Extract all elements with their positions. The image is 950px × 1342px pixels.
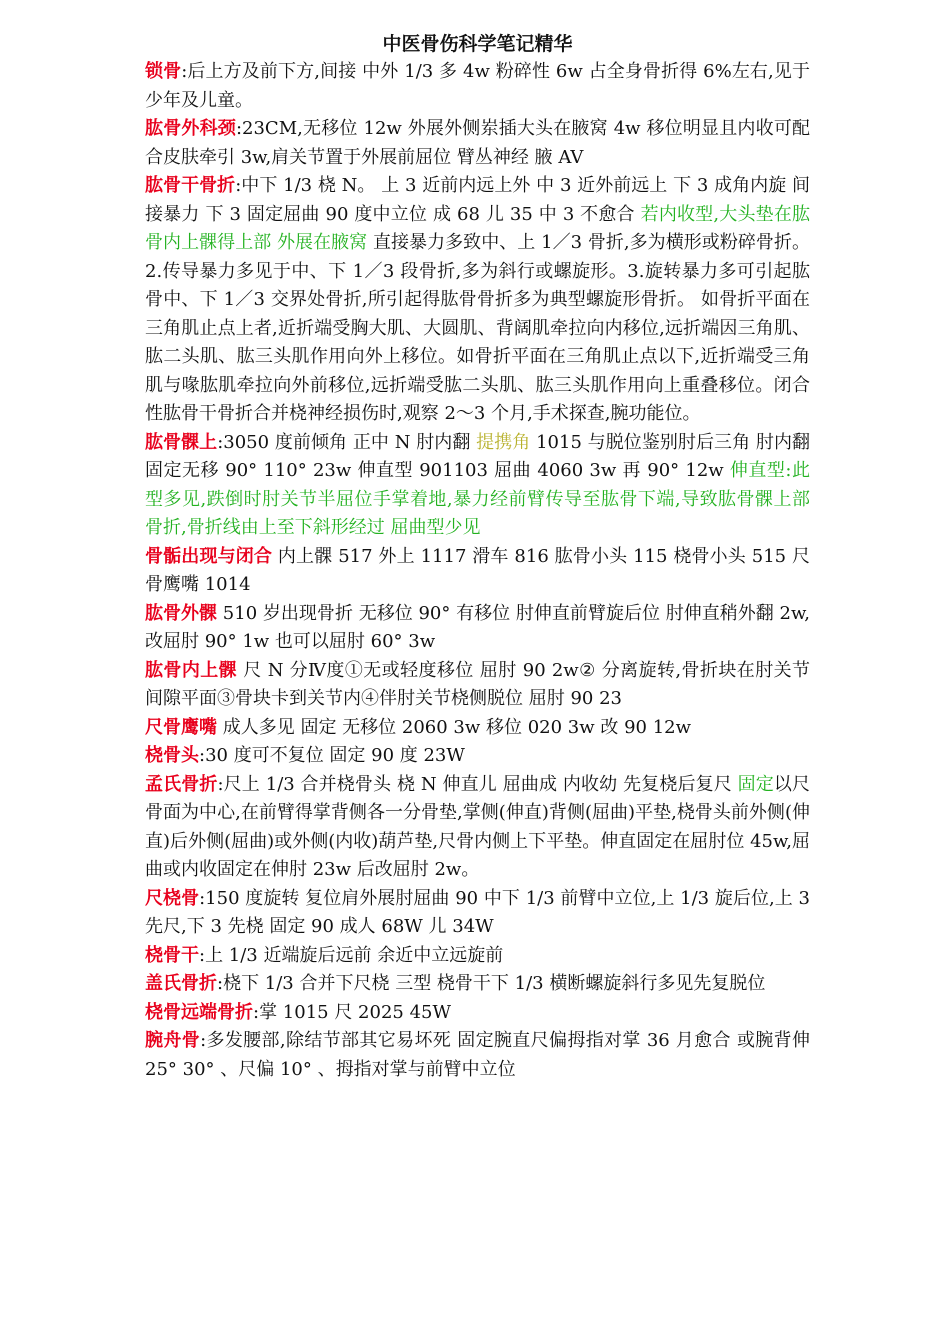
document-title: 中医骨伤科学笔记精华 [382, 33, 573, 55]
note-term: 桡骨头 [145, 745, 199, 766]
note-entry [145, 771, 810, 885]
note-term: 肱骨髁上 [145, 431, 218, 453]
note-entry [145, 543, 810, 600]
note-text: :桡下 1/3 合并下尺桡 三型 桡骨干下 1/3 横断螺旋斜行多见先复脱位 [217, 973, 766, 994]
note-term: 肱骨干骨折 [145, 175, 236, 196]
note-entry [145, 714, 810, 743]
note-text: :尺上 1/3 合并桡骨头 桡 N 伸直儿 屈曲成 内收幼 先复桡后复尺 [217, 773, 738, 795]
note-text: 尺 N 分Ⅳ度①无或轻度移位 屈肘 90 2w② 分离旋转,骨折块在肘关节间隙平面③骨块卡到关节内④伴肘关节桡侧脱位 屈肘 90 23 [145, 659, 811, 709]
note-term: 锁骨 [145, 61, 182, 82]
note-entry [145, 942, 810, 971]
note-entry [145, 115, 810, 172]
highlighted-text: 提携角 [476, 431, 531, 453]
note-text: 直接暴力多致中、上 1／3 骨折,多为横形或粉碎骨折。2.传导暴力多见于中、下 1／3 段骨折,多为斜行或螺旋形。3.旋转暴力多可引起肱骨中、下 1／3 交界处骨折,所引起得肱骨骨折多为典型螺旋形骨折。 如骨折平面在三角肌止点上者,近折端受胸大肌、大圆肌、背阔肌牵拉向内移位,远折端因三角肌、肱二头肌、肱三头肌作用向外上移位。如骨折平面在三角肌止点以下,近折端受三角肌与喙肱肌牵拉向外前移位,远折端受肱二头肌、肱三头肌作用向上重叠移位。闭合性肱骨干骨折合并桡神经损伤时,观察 2～3 个月,手术探查,腕功能位。 [145, 232, 810, 424]
note-entry [145, 742, 810, 771]
note-entry [145, 58, 810, 115]
note-term: 骨骺出现与闭合 [145, 545, 273, 567]
note-term: 尺骨鹰嘴 [145, 716, 217, 738]
note-text: :23CM,无移位 12w 外展外侧岽插大头在腋窝 4w 移位明显且内收可配合皮肤牵引 3w,肩关节置于外展前屈位 臂丛神经 腋 AV [145, 118, 811, 168]
note-entry [145, 885, 810, 942]
note-text: :中下 1/3 桡 N。 上 3 近前内远上外 中 3 近外前远上 下 3 成角内旋 间接暴力 下 3 固定屈曲 90 度中立位 成 68 儿 35 中 3 不愈合 [145, 175, 811, 225]
note-term: 肱骨外科颈 [145, 118, 236, 139]
note-text: 内上髁 517 外上 1117 滑车 816 肱骨小头 115 桡骨小头 515 尺骨鹰嘴 1014 [145, 545, 811, 595]
note-text: 成人多见 固定 无移位 2060 3w 移位 020 3w 改 90 12w [217, 716, 692, 738]
note-text: 以尺骨面为中心,在前臂得掌背侧各一分骨垫,掌侧(伸直)背侧(屈曲)平垫,桡骨头前外侧(伸直)后外侧(屈曲)或外侧(内收)葫芦垫,尺骨内侧上下平垫。伸直固定在屈肘位 45w,屈曲或内收固定在伸肘 23w 后改屈肘 2w。 [145, 773, 811, 880]
note-term: 尺桡骨 [145, 887, 200, 909]
highlighted-text: 若内收型,大头垫在肱骨内上髁得上部 外展在腋窝 [145, 203, 810, 253]
note-entry [145, 970, 810, 999]
note-term: 肱骨外髁 [145, 602, 218, 624]
note-term: 肱骨内上髁 [145, 659, 238, 681]
note-entry [145, 657, 810, 714]
highlighted-text: 伸直型:此型多见,跌倒时肘关节半屈位手掌着地,暴力经前臂传导至肱骨下端,导致肱骨髁上部骨折,骨折线由上至下斜形经过 屈曲型少见 [145, 460, 811, 538]
highlighted-text: 固定 [737, 773, 774, 795]
note-term: 腕舟骨 [145, 1030, 201, 1051]
note-text: :多发腰部,除结节部其它易坏死 固定腕直尺偏拇指对掌 36 月愈合 或腕背伸 25° 30° 、尺偏 10° 、拇指对掌与前臂中立位 [145, 1030, 810, 1080]
note-text: :30 度可不复位 固定 90 度 23W [199, 745, 465, 766]
note-term: 桡骨远端骨折 [145, 1001, 253, 1023]
note-entry [145, 999, 810, 1028]
note-text: :上 1/3 近端旋后远前 余近中立远旋前 [199, 944, 504, 966]
note-entry [145, 1027, 810, 1084]
note-text: :后上方及前下方,间接 中外 1/3 多 4w 粉碎性 6w 占全身骨折得 6%左右,见于少年及儿童。 [145, 61, 811, 111]
note-entry [145, 600, 810, 657]
note-entry [145, 429, 810, 543]
notes-body [145, 58, 810, 1084]
note-text: :掌 1015 尺 2025 45W [253, 1001, 451, 1023]
note-term: 桡骨干 [145, 944, 199, 966]
note-term: 盖氏骨折 [145, 973, 217, 994]
note-text: 510 岁出现骨折 无移位 90° 有移位 肘伸直前臂旋后位 肘伸直稍外翻 2w,改屈肘 90° 1w 也可以屈肘 60° 3w [145, 602, 810, 652]
note-text: :150 度旋转 复位肩外展肘屈曲 90 中下 1/3 前臂中立位,上 1/3 旋后位,上 3 先尺,下 3 先桡 固定 90 成人 68W 儿 34W [145, 887, 810, 937]
note-text: :3050 度前倾角 正中 N 肘内翻 [217, 431, 477, 453]
note-text: 1015 与脱位鉴别肘后三角 肘内翻 固定无移 90° 110° 23w 伸直型 901103 屈曲 4060 3w 再 90° 12w [145, 431, 810, 481]
document-page [145, 30, 810, 1084]
note-term: 孟氏骨折 [145, 773, 218, 795]
note-entry [145, 172, 810, 429]
